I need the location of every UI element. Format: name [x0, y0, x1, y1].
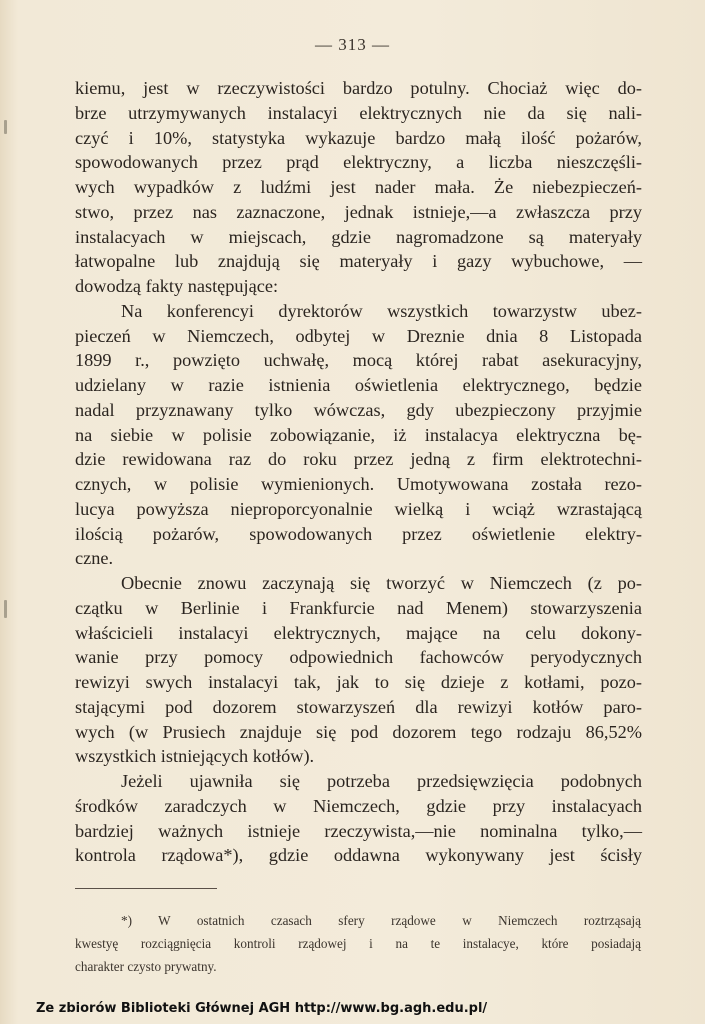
text-line: wych (w Prusiech znajduje się pod dozorem tego rodzaju 86,52% — [75, 721, 642, 742]
text-line: instalacyach w miejscach, gdzie nagromadzone są materyały — [75, 226, 642, 247]
text-line: lucya powyższa nieproporcyonalnie wielką i wciąż wzrastającą — [75, 498, 642, 519]
text-line: czne. — [75, 548, 114, 569]
text-line: właścicieli instalacyi elektrycznych, mające na celu dokony- — [75, 622, 642, 643]
text-line: wszystkich istniejących kotłów). — [75, 746, 315, 767]
text-line: udzielany w razie istnienia oświetlenia elektrycznego, będzie — [75, 375, 642, 395]
footnote-line: *) W ostatnich czasach sfery rządowe w Niemczech roztrząsają — [121, 913, 641, 928]
text-line: Na konferencyi dyrektorów wszystkich towarzystw ubez- — [121, 300, 642, 321]
text-line: brze utrzymywanych instalacyi elektrycznych nie da się nali- — [75, 102, 642, 123]
text-line: ilością pożarów, spowodowanych przez oświetlenie elektry- — [75, 523, 642, 544]
text-line: 1899 r., powzięto uchwałę, mocą której rabat asekuracyjny, — [75, 350, 642, 371]
text-line: stwo, przez nas zaznaczone, jednak istnieje,—a zwłaszcza przy — [75, 201, 642, 222]
binding-mark — [4, 120, 7, 134]
text-line: spowodowanych przez prąd elektryczny, a liczba nieszczęśli- — [75, 152, 642, 173]
text-line: cznych, w polisie wymienionych. Umotywowana została rezo- — [75, 474, 642, 494]
text-line: wych wypadków z ludźmi jest nader mała. Że niebezpieczeń- — [75, 177, 642, 197]
footnote-divider — [75, 888, 217, 889]
page-number: — 313 — — [315, 35, 390, 54]
text-line: kiemu, jest w rzeczywistości bardzo potulny. Chociaż więc do- — [75, 78, 642, 98]
library-stamp: Ze zbiorów Biblioteki Głównej AGH http://www.bg.agh.edu.pl/ — [36, 1001, 488, 1016]
text-line: pieczeń w Niemczech, odbytej w Dreznie dnia 8 Listopada — [75, 325, 642, 346]
text-line: bardziej ważnych istnieje rzeczywista,—nie nominalna tylko,— — [75, 820, 642, 841]
body-text — [75, 76, 642, 868]
text-line: Obecnie znowu zaczynają się tworzyć w Niemczech (z po- — [121, 573, 642, 593]
text-line: wanie przy pomocy odpowiednich fachowców peryodycznych — [75, 647, 642, 668]
text-line: kontrola rządowa*), gdzie oddawna wykonywany jest ścisły — [75, 845, 642, 866]
text-line: środków zaradczych w Niemczech, gdzie przy instalacyach — [75, 795, 642, 816]
text-line: stającymi pod dozorem stowarzyszeń dla rewizyi kotłów paro- — [75, 696, 642, 717]
footnote-line: charakter czysto prywatny. — [75, 959, 217, 974]
text-line: Jeżeli ujawniła się potrzeba przedsięwzięcia podobnych — [121, 771, 642, 791]
binding-mark — [4, 600, 7, 618]
text-line: na siebie w polisie zobowiązanie, iż instalacya elektryczna bę- — [75, 424, 642, 445]
text-line: dzie rewidowana raz do roku przez jedną z firm elektrotechni- — [75, 449, 642, 470]
text-line: dowodzą fakty następujące: — [75, 276, 279, 296]
footnote — [75, 909, 641, 978]
text-line: czątku w Berlinie i Frankfurcie nad Menem) stowarzyszenia — [75, 597, 642, 618]
text-line: czyć i 10%, statystyka wykazuje bardzo małą ilość pożarów, — [75, 127, 642, 148]
text-line: nadal przyznawany tylko wówczas, gdy ubezpieczony przyjmie — [75, 399, 642, 420]
text-line: rewizyi swych instalacyi tak, jak to się dzieje z kotłami, pozo- — [75, 672, 642, 692]
footnote-line: kwestyę rozciągnięcia kontroli rządowej i na te instalacye, które posiadają — [75, 936, 641, 951]
text-line: łatwopalne lub znajdują się materyały i gazy wybuchowe, — — [75, 251, 642, 272]
